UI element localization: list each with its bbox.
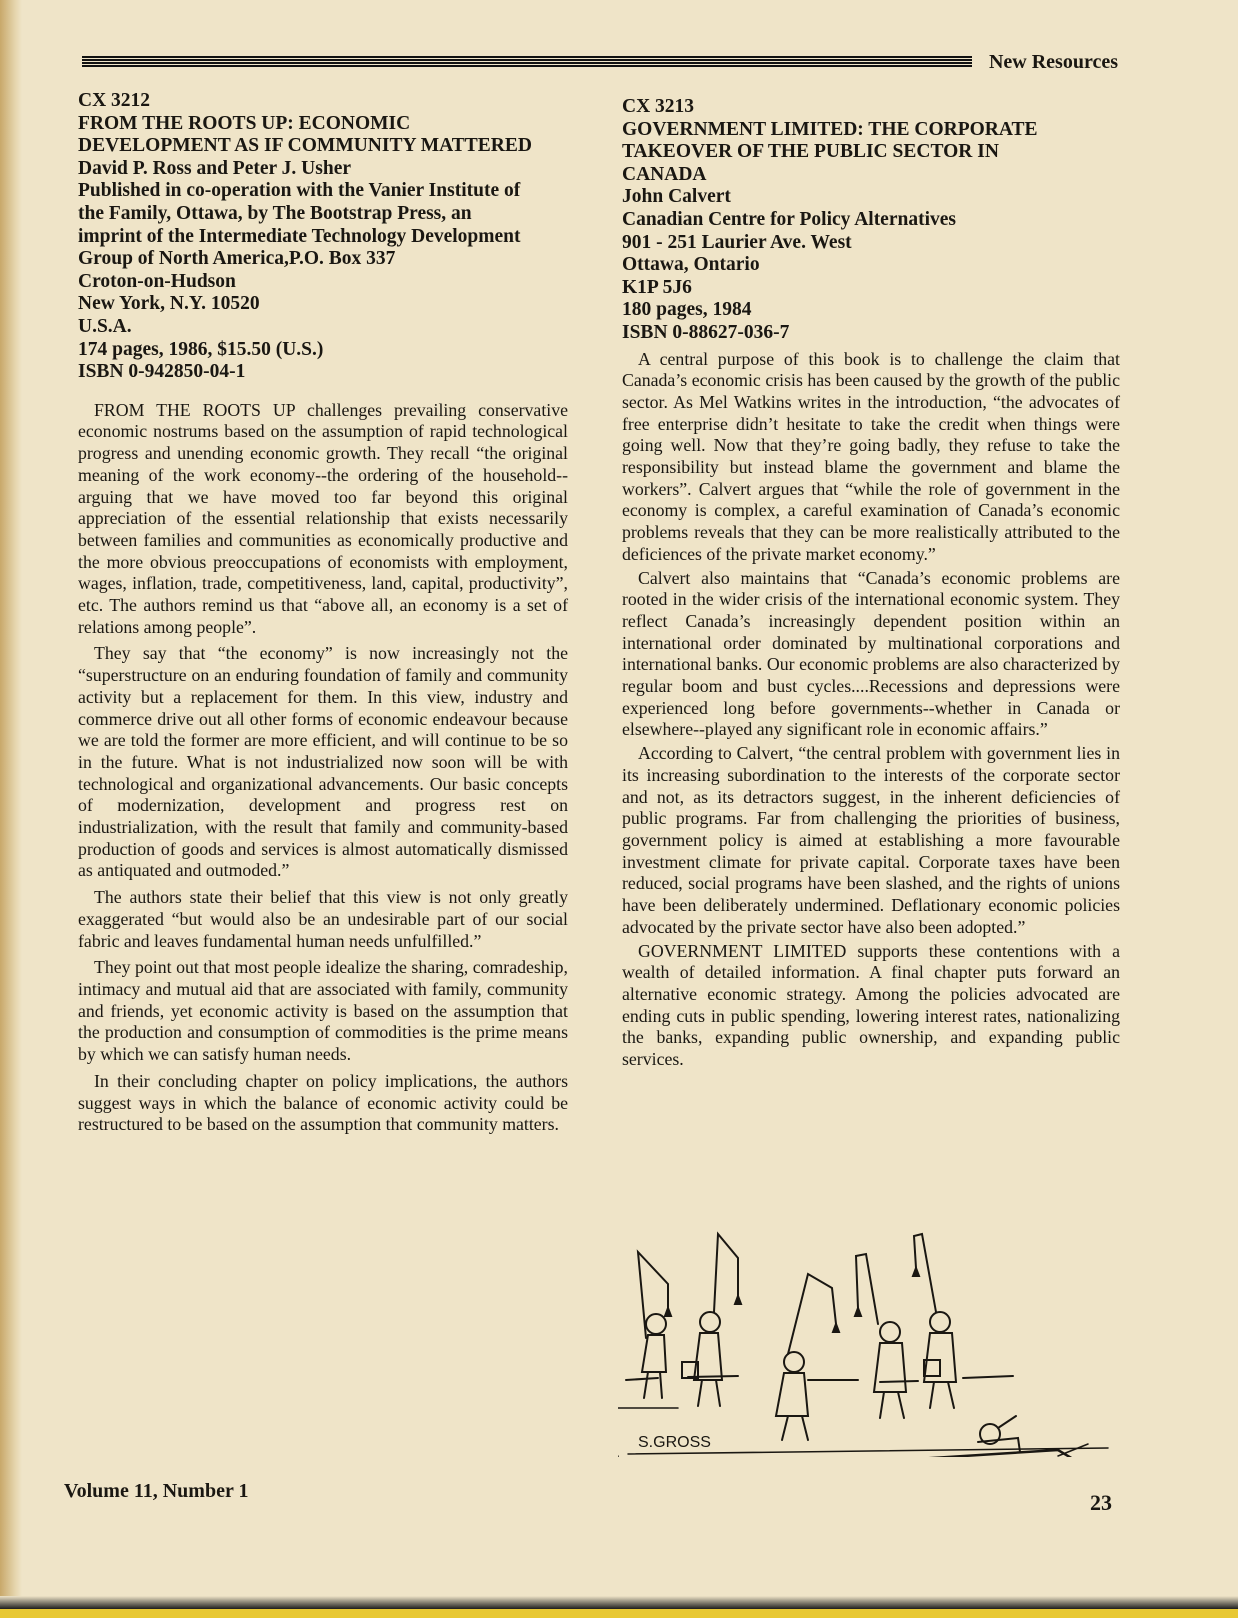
book-pages-year: 180 pages, 1984 — [622, 299, 752, 321]
cartoon-illustration — [618, 1212, 1118, 1457]
review-paragraph: The authors state their belief that this view is not only greatly exaggerated “but would also be an undesirable part of our social fabric and leaves fundamental human needs unfulfilled.” — [78, 887, 568, 951]
review-paragraph: In their concluding chapter on policy implications, the authors suggest ways in which the balance of economic activity could be restructured to be based on the assumption that community matters. — [78, 1070, 568, 1135]
publisher-address: U.S.A. — [78, 315, 132, 337]
review-paragraph: They say that “the economy” is now increasingly not the “superstructure on an enduring foundation of family and community activity but a replacement for them. In this view, industry and commerce drive out all other forms of economic endeavour because we are told the former are more efficient, and will continue to be so in the future. What is not industrialized now soon will be with technological and organizational advancements. Our basic concepts of modernization, development and progress rest on industrialization, with the result that family and community-based production of goods and services is almost automatically dismissed as antiquated and outmoded.” — [78, 643, 568, 881]
issue-volume: Volume 11, Number 1 — [64, 1480, 249, 1502]
left-entry-header — [78, 90, 568, 384]
book-pages-price: 174 pages, 1986, $15.50 (U.S.) — [78, 338, 324, 360]
cartoon-signature: S.GROSS — [638, 1434, 711, 1451]
publisher-address: New York, N.Y. 10520 — [78, 293, 260, 315]
book-isbn: ISBN 0-88627-036-7 — [622, 321, 790, 343]
left-column — [78, 90, 568, 1141]
publisher-address: Ottawa, Ontario — [622, 254, 760, 276]
book-title: FROM THE ROOTS UP: ECONOMIC — [78, 112, 411, 134]
review-paragraph: A central purpose of this book is to challenge the claim that Canada’s economic crisis has been caused by the growth of the public sector. As Mel Watkins writes in the introduction, “the advocates of free enterprise didn’t hesitate to take the credit when things were going well. Now that they’re going badly, they refuse to take the responsibility but instead blame the government and blame the workers”. Calvert argues that “while the role of government in the economy is complex, a careful examination of Canada’s economic problems reveals that they can be more realistically attributed to the deficiences of the private market economy.” — [622, 348, 1120, 564]
catalog-number: CX 3212 — [78, 90, 151, 111]
publisher-line: imprint of the Intermediate Technology Development — [78, 225, 521, 247]
right-column — [622, 96, 1120, 1073]
review-paragraph: Calvert also maintains that “Canada’s economic problems are rooted in the wider crisis of the international economic system. They reflect Canada’s increasingly dependent position within an international order dominated by multinational corporations and international banks. Our economic problems are also characterized by regular boom and bust cycles....Recessions and depressions were experienced long before governments--whether in Canada or elsewhere--played any significant role in economic affairs.” — [622, 567, 1120, 740]
right-entry-header — [622, 96, 1120, 345]
publisher-line: the Family, Ottawa, by The Bootstrap Press, an — [78, 202, 472, 224]
header-rule — [82, 56, 972, 68]
publisher-address: Croton-on-Hudson — [78, 270, 236, 292]
page-bottom-edge — [0, 1596, 1238, 1618]
book-author: John Calvert — [622, 186, 731, 208]
publisher-address: 901 - 251 Laurier Ave. West — [622, 231, 852, 253]
publisher-address: K1P 5J6 — [622, 276, 692, 298]
book-authors: David P. Ross and Peter J. Usher — [78, 157, 352, 179]
review-paragraph: GOVERNMENT LIMITED supports these contentions with a wealth of detailed information. A final chapter puts forward an alternative economic strategy. Among the policies advocated are ending cuts in public spending, lowering interest rates, nationalizing the banks, expanding public ownership, and expanding public services. — [622, 940, 1120, 1070]
page-number: 23 — [1090, 1490, 1112, 1515]
publisher-line: Canadian Centre for Policy Alternatives — [622, 208, 956, 230]
section-title: New Resources — [988, 51, 1118, 73]
publisher-line: Published in co-operation with the Vanier Institute of — [78, 180, 521, 202]
review-paragraph: According to Calvert, “the central problem with government lies in its increasing subordination to the interests of the corporate sector and not, as its detractors suggest, in the inherent deficiencies of public programs. Far from challenging the priorities of business, government policy is aimed at establishing a more favourable investment climate for private capital. Corporate taxes have been reduced, social programs have been slashed, and the rights of unions have been deliberately undermined. Deflationary economic policies advocated by the private sector have also been adopted.” — [622, 743, 1120, 937]
right-review-body — [622, 349, 1120, 1071]
book-title: CANADA — [622, 163, 707, 185]
publisher-address: Group of North America,P.O. Box 337 — [78, 248, 396, 270]
book-title: DEVELOPMENT AS IF COMMUNITY MATTERED — [78, 135, 532, 157]
left-review-body — [78, 400, 568, 1136]
page-edge — [0, 0, 22, 1618]
catalog-number: CX 3213 — [622, 96, 695, 117]
book-title: GOVERNMENT LIMITED: THE CORPORATE — [622, 118, 1038, 140]
book-title: TAKEOVER OF THE PUBLIC SECTOR IN — [622, 141, 999, 163]
review-paragraph: They point out that most people idealize the sharing, comradeship, intimacy and mutual aid that are associated with family, community and friends, yet economic activity is based on the assumption that the production and consumption of commodities is the prime means by which we can satisfy human needs. — [78, 957, 568, 1065]
review-paragraph: FROM THE ROOTS UP challenges prevailing conservative economic nostrums based on the assumption of rapid technological progress and unending economic growth. They recall “the original meaning of the work economy--the ordering of the household--arguing that we have moved too far beyond this original appreciation of the essential relationship that exists necessarily between families and communities as economically productive and the more obvious preoccupations of economists with employment, wages, inflation, trade, competitiveness, land, capital, productivity”, etc. The authors remind us that “above all, an economy is a set of relations among people”. — [78, 399, 568, 637]
book-isbn: ISBN 0-942850-04-1 — [78, 361, 246, 383]
